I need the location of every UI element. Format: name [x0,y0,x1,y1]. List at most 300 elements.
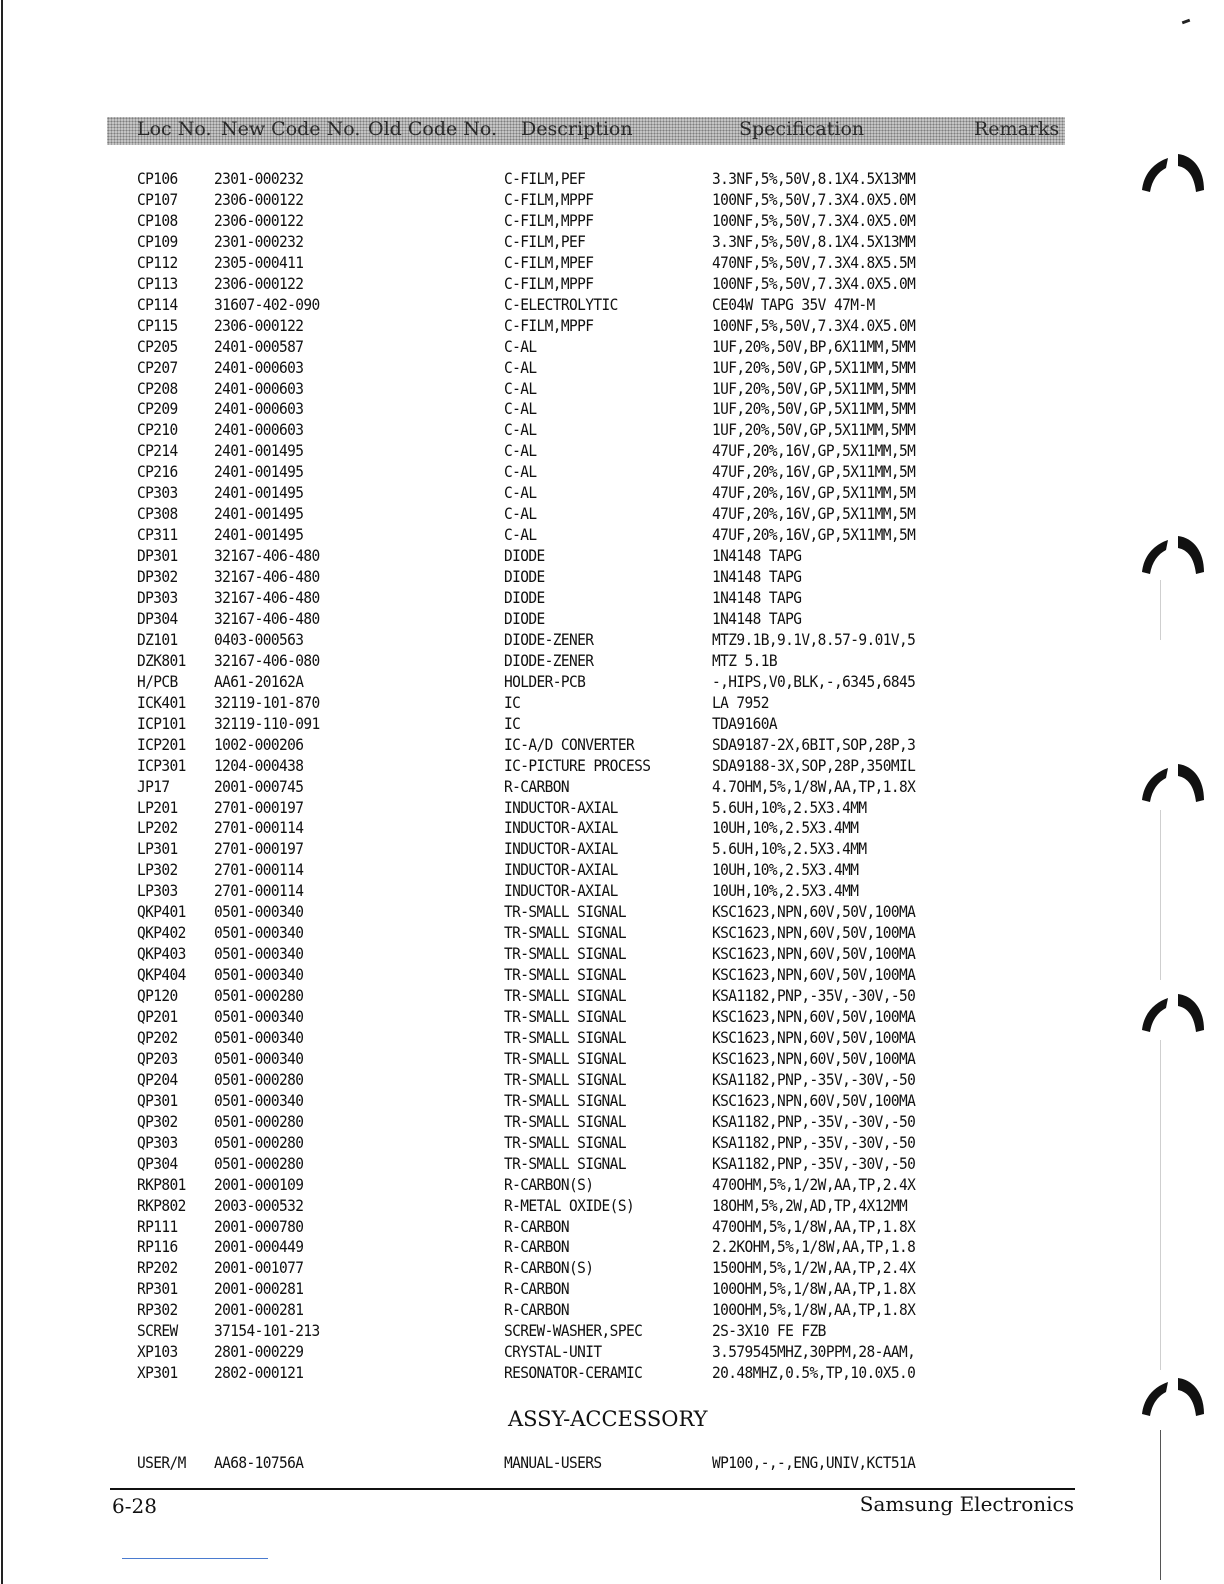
header-description: Description [521,118,633,140]
loc-no-cell: ICP301 [137,757,186,776]
specification-cell: 1UF,20%,50V,GP,5X11MM,5MM [712,422,916,440]
description-cell: R-CARBON [504,1302,570,1320]
table-row [0,944,1224,965]
scan-edge-line [1160,580,1161,640]
table-row [0,714,1224,735]
table-row [0,316,1224,337]
specification-cell: 1UF,20%,50V,GP,5X11MM,5MM [712,380,916,398]
specification-cell: 1UF,20%,50V,BP,6X11MM,5MM [712,338,916,357]
description-cell: R-CARBON [504,778,570,796]
specification-cell: 100NF,5%,50V,7.3X4.0X5.0M [712,275,916,294]
description-cell: TR-SMALL SIGNAL [504,925,626,943]
new-code-cell: 2401-001495 [214,464,304,482]
specification-cell: 1UF,20%,50V,GP,5X11MM,5MM [712,401,916,419]
table-row [0,1028,1224,1049]
description-cell: C-AL [504,359,537,377]
description-cell: C-FILM,MPEF [504,254,594,273]
description-cell: INDUCTOR-AXIAL [504,799,618,817]
description-cell: R-CARBON [504,1218,570,1236]
specification-cell: KSC1623,NPN,60V,50V,100MA [712,1030,916,1048]
specification-cell: KSC1623,NPN,60V,50V,100MA [712,967,916,985]
new-code-cell: 2701-000114 [214,883,304,901]
new-code-cell: 2306-000122 [214,213,304,231]
new-code-cell: 32167-406-480 [214,548,320,566]
new-code-cell: 1002-000206 [214,736,304,755]
loc-no-cell: XP103 [137,1344,178,1362]
description-cell: INDUCTOR-AXIAL [504,820,618,838]
new-code-cell: 0403-000563 [214,632,304,650]
new-code-cell: 2001-000281 [214,1281,304,1299]
table-row [0,986,1224,1007]
specification-cell: TDA9160A [712,715,778,734]
loc-no-cell: QP304 [137,1155,178,1174]
new-code-cell: 2701-000114 [214,820,304,838]
binding-hole-mark [1138,532,1208,592]
specification-cell: KSC1623,NPN,60V,50V,100MA [712,1051,916,1069]
specification-cell: 1UF,20%,50V,GP,5X11MM,5MM [712,359,916,377]
table-row [0,1175,1224,1196]
loc-no-cell: CP108 [137,213,178,231]
description-cell: TR-SMALL SIGNAL [504,904,626,922]
new-code-cell: 1204-000438 [214,757,304,776]
table-row [0,420,1224,441]
table-row [0,462,1224,483]
description-cell: C-AL [504,401,537,419]
loc-no-cell: CP209 [137,401,178,419]
table-row [0,1300,1224,1321]
loc-no-cell: CP109 [137,234,178,252]
table-header [107,117,1065,145]
header-new-code-no: New Code No. [221,118,361,140]
table-row [0,504,1224,525]
table-row [0,1112,1224,1133]
description-cell: HOLDER-PCB [504,673,586,692]
new-code-cell: 2001-000745 [214,778,304,796]
new-code-cell: 32167-406-480 [214,611,320,629]
new-code-cell: 2001-000780 [214,1218,304,1236]
table-row [0,1279,1224,1300]
table-row [0,525,1224,546]
loc-no-cell: CP303 [137,485,178,503]
loc-no-cell: DZK801 [137,653,186,671]
description-cell: TR-SMALL SIGNAL [504,1009,626,1027]
new-code-cell: 2001-001077 [214,1260,304,1278]
header-old-code-no: Old Code No. [368,118,498,140]
specification-cell: 5.6UH,10%,2.5X3.4MM [712,841,867,859]
loc-no-cell: ICK401 [137,694,186,713]
section-title: ASSY-ACCESSORY [508,1407,708,1431]
description-cell: IC [504,694,521,713]
loc-no-cell: CP216 [137,464,178,482]
table-row [0,756,1224,777]
description-cell: INDUCTOR-AXIAL [504,883,618,901]
description-cell: C-AL [504,527,537,545]
description-cell: INDUCTOR-AXIAL [504,841,618,859]
new-code-cell: 0501-000280 [214,1072,304,1090]
description-cell: DIODE [504,569,545,587]
specification-cell: 150OHM,5%,1/2W,AA,TP,2.4X [712,1260,916,1278]
specification-cell: KSA1182,PNP,-35V,-30V,-50 [712,1072,916,1090]
table-row [0,1363,1224,1384]
specification-cell: 47UF,20%,16V,GP,5X11MM,5M [712,443,916,461]
new-code-cell: 32167-406-480 [214,569,320,587]
new-code-cell: 0501-000340 [214,946,304,964]
specification-cell: 3.3NF,5%,50V,8.1X4.5X13MM [712,171,916,189]
specification-cell: 100NF,5%,50V,7.3X4.0X5.0M [712,192,916,210]
loc-no-cell: QP204 [137,1072,178,1090]
description-cell: TR-SMALL SIGNAL [504,1155,626,1174]
new-code-cell: 2301-000232 [214,171,304,189]
specification-cell: 18OHM,5%,2W,AD,TP,4X12MM [712,1197,908,1215]
link-underline [122,1558,268,1559]
loc-no-cell: CP311 [137,527,178,545]
header-remarks: Remarks [974,118,1060,140]
loc-no-cell: QP301 [137,1092,178,1111]
loc-no-cell: RP116 [137,1239,178,1257]
binding-hole-mark [1138,1374,1208,1434]
specification-cell: 100OHM,5%,1/8W,AA,TP,1.8X [712,1281,916,1299]
loc-no-cell: RP111 [137,1218,178,1236]
specification-cell: 100NF,5%,50V,7.3X4.0X5.0M [712,317,916,336]
table-row [0,1237,1224,1258]
specification-cell: 5.6UH,10%,2.5X3.4MM [712,799,867,817]
binding-hole-mark [1138,760,1208,820]
table-row [0,1049,1224,1070]
loc-no-cell: CP207 [137,359,178,377]
loc-no-cell: SCREW [137,1323,178,1341]
loc-no-cell: QP302 [137,1113,178,1132]
table-row [0,672,1224,693]
table-row [0,693,1224,714]
new-code-cell: 2401-001495 [214,485,304,503]
description-cell: DIODE [504,548,545,566]
specification-cell: KSA1182,PNP,-35V,-30V,-50 [712,1113,916,1132]
specification-cell: CE04W TAPG 35V 47M-M [712,296,875,315]
new-code-cell: 2701-000197 [214,799,304,817]
new-code-cell: 0501-000340 [214,1030,304,1048]
table-row [0,1070,1224,1091]
description-cell: DIODE [504,590,545,608]
new-code-cell: 0501-000340 [214,904,304,922]
specification-cell: MTZ9.1B,9.1V,8.57-9.01V,5 [712,632,916,650]
new-code-cell: 0501-000340 [214,1051,304,1069]
table-row [0,253,1224,274]
new-code-cell: 2401-000603 [214,401,304,419]
new-code-cell: 37154-101-213 [214,1323,320,1341]
table-row [0,274,1224,295]
description-cell: C-AL [504,422,537,440]
description-cell: DIODE-ZENER [504,632,594,650]
table-row [0,1321,1224,1342]
header-loc-no: Loc No. [137,118,212,140]
table-row [0,1133,1224,1154]
specification-cell: 100NF,5%,50V,7.3X4.0X5.0M [712,213,916,231]
table-row [0,295,1224,316]
loc-no-cell: ICP101 [137,715,186,734]
table-row [0,337,1224,358]
description-cell: TR-SMALL SIGNAL [504,1092,626,1111]
description-cell: TR-SMALL SIGNAL [504,1134,626,1153]
table-row [0,1217,1224,1238]
description-cell: INDUCTOR-AXIAL [504,862,618,880]
specification-cell: 100OHM,5%,1/8W,AA,TP,1.8X [712,1302,916,1320]
new-code-cell: 2401-001495 [214,506,304,524]
description-cell: TR-SMALL SIGNAL [504,1113,626,1132]
description-cell: CRYSTAL-UNIT [504,1344,602,1362]
description-cell: MANUAL-USERS [504,1455,602,1473]
description-cell: C-FILM,MPPF [504,275,594,294]
description-cell: IC-PICTURE PROCESS [504,757,651,776]
specification-cell: 10UH,10%,2.5X3.4MM [712,820,859,838]
description-cell: TR-SMALL SIGNAL [504,1072,626,1090]
specification-cell: 47UF,20%,16V,GP,5X11MM,5M [712,464,916,482]
description-cell: C-FILM,PEF [504,234,586,252]
table-row [0,1091,1224,1112]
loc-no-cell: QP203 [137,1051,178,1069]
specification-cell: KSC1623,NPN,60V,50V,100MA [712,904,916,922]
table-row [0,441,1224,462]
loc-no-cell: RKP801 [137,1176,186,1195]
specification-cell: KSC1623,NPN,60V,50V,100MA [712,946,916,964]
new-code-cell: 32119-110-091 [214,715,320,734]
table-row [0,169,1224,190]
specification-cell: KSA1182,PNP,-35V,-30V,-50 [712,1155,916,1174]
table-row [0,1196,1224,1217]
specification-cell: -,HIPS,V0,BLK,-,6345,6845 [712,673,916,692]
table-row [0,923,1224,944]
description-cell: C-FILM,MPPF [504,192,594,210]
new-code-cell: 2401-000587 [214,338,304,357]
loc-no-cell: CP208 [137,380,178,398]
table-row [0,1007,1224,1028]
loc-no-cell: QP201 [137,1009,178,1027]
loc-no-cell: CP112 [137,254,178,273]
description-cell: IC-A/D CONVERTER [504,736,635,755]
description-cell: TR-SMALL SIGNAL [504,967,626,985]
description-cell: C-AL [504,485,537,503]
loc-no-cell: CP106 [137,171,178,189]
loc-no-cell: XP301 [137,1365,178,1383]
table-row [0,630,1224,651]
description-cell: TR-SMALL SIGNAL [504,1051,626,1069]
loc-no-cell: RKP802 [137,1197,186,1215]
loc-no-cell: H/PCB [137,673,178,692]
specification-cell: 1N4148 TAPG [712,569,802,587]
new-code-cell: 2301-000232 [214,234,304,252]
table-row [0,190,1224,211]
specification-cell: KSC1623,NPN,60V,50V,100MA [712,925,916,943]
table-row [0,860,1224,881]
specification-cell: 4.7OHM,5%,1/8W,AA,TP,1.8X [712,778,916,796]
new-code-cell: AA61-20162A [214,673,304,692]
specification-cell: WP100,-,-,ENG,UNIV,KCT51A [712,1455,916,1473]
loc-no-cell: QKP401 [137,904,186,922]
specification-cell: KSA1182,PNP,-35V,-30V,-50 [712,988,916,1006]
table-row [0,546,1224,567]
footer-rule [110,1488,1075,1490]
specification-cell: KSC1623,NPN,60V,50V,100MA [712,1009,916,1027]
table-row [0,1258,1224,1279]
loc-no-cell: QKP402 [137,925,186,943]
new-code-cell: 0501-000280 [214,1134,304,1153]
new-code-cell: 2001-000449 [214,1239,304,1257]
description-cell: SCREW-WASHER,SPEC [504,1323,643,1341]
loc-no-cell: LP202 [137,820,178,838]
specification-cell: 470OHM,5%,1/2W,AA,TP,2.4X [712,1176,916,1195]
table-row [0,839,1224,860]
loc-no-cell: USER/M [137,1455,186,1473]
specification-cell: LA 7952 [712,694,769,713]
loc-no-cell: QP303 [137,1134,178,1153]
new-code-cell: 31607-402-090 [214,296,320,315]
description-cell: C-AL [504,380,537,398]
description-cell: IC [504,715,521,734]
loc-no-cell: LP303 [137,883,178,901]
specification-cell: 2.2KOHM,5%,1/8W,AA,TP,1.8 [712,1239,916,1257]
new-code-cell: 32167-406-480 [214,590,320,608]
table-row [0,798,1224,819]
specification-cell: 470OHM,5%,1/8W,AA,TP,1.8X [712,1218,916,1236]
new-code-cell: 2401-001495 [214,443,304,461]
loc-no-cell: CP114 [137,296,178,315]
specification-cell: 20.48MHZ,0.5%,TP,10.0X5.0 [712,1365,916,1383]
loc-no-cell: DP301 [137,548,178,566]
specification-cell: 3.3NF,5%,50V,8.1X4.5X13MM [712,234,916,252]
loc-no-cell: DP304 [137,611,178,629]
loc-no-cell: QKP404 [137,967,186,985]
table-row [0,358,1224,379]
new-code-cell: 2802-000121 [214,1365,304,1383]
new-code-cell: 2401-000603 [214,422,304,440]
specification-cell: 1N4148 TAPG [712,548,802,566]
loc-no-cell: DZ101 [137,632,178,650]
description-cell: R-CARBON(S) [504,1260,594,1278]
description-cell: C-FILM,MPPF [504,213,594,231]
loc-no-cell: DP303 [137,590,178,608]
specification-cell: 1N4148 TAPG [712,590,802,608]
description-cell: DIODE [504,611,545,629]
new-code-cell: 2306-000122 [214,192,304,210]
new-code-cell: AA68-10756A [214,1455,304,1473]
new-code-cell: 2003-000532 [214,1197,304,1215]
specification-cell: 470NF,5%,50V,7.3X4.8X5.5M [712,254,916,273]
new-code-cell: 2306-000122 [214,317,304,336]
loc-no-cell: RP302 [137,1302,178,1320]
new-code-cell: 0501-000280 [214,1155,304,1174]
loc-no-cell: CP214 [137,443,178,461]
specification-cell: 10UH,10%,2.5X3.4MM [712,862,859,880]
new-code-cell: 32167-406-080 [214,653,320,671]
table-row [0,651,1224,672]
loc-no-cell: RP202 [137,1260,178,1278]
loc-no-cell: CP205 [137,338,178,357]
description-cell: TR-SMALL SIGNAL [504,988,626,1006]
new-code-cell: 2306-000122 [214,275,304,294]
description-cell: C-ELECTROLYTIC [504,296,618,315]
binding-hole-mark [1138,990,1208,1050]
loc-no-cell: CP115 [137,317,178,336]
new-code-cell: 2701-000197 [214,841,304,859]
description-cell: C-AL [504,506,537,524]
header-specification: Specification [739,118,865,140]
table-row [0,483,1224,504]
table-row [0,379,1224,400]
description-cell: C-AL [504,338,537,357]
description-cell: R-CARBON [504,1281,570,1299]
specification-cell: 47UF,20%,16V,GP,5X11MM,5M [712,527,916,545]
page-number: 6-28 [112,1494,157,1518]
loc-no-cell: QKP403 [137,946,186,964]
scan-edge-line [1160,1430,1161,1580]
loc-no-cell: LP301 [137,841,178,859]
new-code-cell: 2401-000603 [214,380,304,398]
table-row [0,1154,1224,1175]
new-code-cell: 0501-000280 [214,1113,304,1132]
table-row [0,609,1224,630]
description-cell: C-FILM,MPPF [504,317,594,336]
new-code-cell: 2001-000109 [214,1176,304,1195]
loc-no-cell: ICP201 [137,736,186,755]
table-row [0,211,1224,232]
corner-mark [1182,19,1191,25]
new-code-cell: 0501-000340 [214,925,304,943]
table-row [0,881,1224,902]
specification-cell: 47UF,20%,16V,GP,5X11MM,5M [712,485,916,503]
new-code-cell: 2305-000411 [214,254,304,273]
description-cell: R-METAL OXIDE(S) [504,1197,635,1215]
loc-no-cell: DP302 [137,569,178,587]
loc-no-cell: QP202 [137,1030,178,1048]
table-row [0,1453,1224,1474]
specification-cell: KSA1182,PNP,-35V,-30V,-50 [712,1134,916,1153]
loc-no-cell: CP107 [137,192,178,210]
table-row [0,399,1224,420]
table-row [0,777,1224,798]
description-cell: C-AL [504,443,537,461]
description-cell: R-CARBON [504,1239,570,1257]
new-code-cell: 2801-000229 [214,1344,304,1362]
loc-no-cell: QP120 [137,988,178,1006]
table-row [0,1342,1224,1363]
loc-no-cell: JP17 [137,778,170,796]
binding-hole-mark [1138,150,1208,210]
loc-no-cell: CP308 [137,506,178,524]
loc-no-cell: CP113 [137,275,178,294]
new-code-cell: 2401-000603 [214,359,304,377]
description-cell: TR-SMALL SIGNAL [504,1030,626,1048]
table-row [0,818,1224,839]
new-code-cell: 2401-001495 [214,527,304,545]
description-cell: DIODE-ZENER [504,653,594,671]
scan-edge-line [1160,810,1161,980]
loc-no-cell: RP301 [137,1281,178,1299]
description-cell: C-FILM,PEF [504,171,586,189]
new-code-cell: 2001-000281 [214,1302,304,1320]
specification-cell: 2S-3X10 FE FZB [712,1323,826,1341]
description-cell: R-CARBON(S) [504,1176,594,1195]
description-cell: TR-SMALL SIGNAL [504,946,626,964]
new-code-cell: 0501-000340 [214,1092,304,1111]
table-row [0,902,1224,923]
description-cell: RESONATOR-CERAMIC [504,1365,643,1383]
table-row [0,567,1224,588]
specification-cell: KSC1623,NPN,60V,50V,100MA [712,1092,916,1111]
new-code-cell: 0501-000280 [214,988,304,1006]
new-code-cell: 2701-000114 [214,862,304,880]
table-row [0,965,1224,986]
description-cell: C-AL [504,464,537,482]
specification-cell: 3.579545MHZ,30PPM,28-AAM, [712,1344,916,1362]
